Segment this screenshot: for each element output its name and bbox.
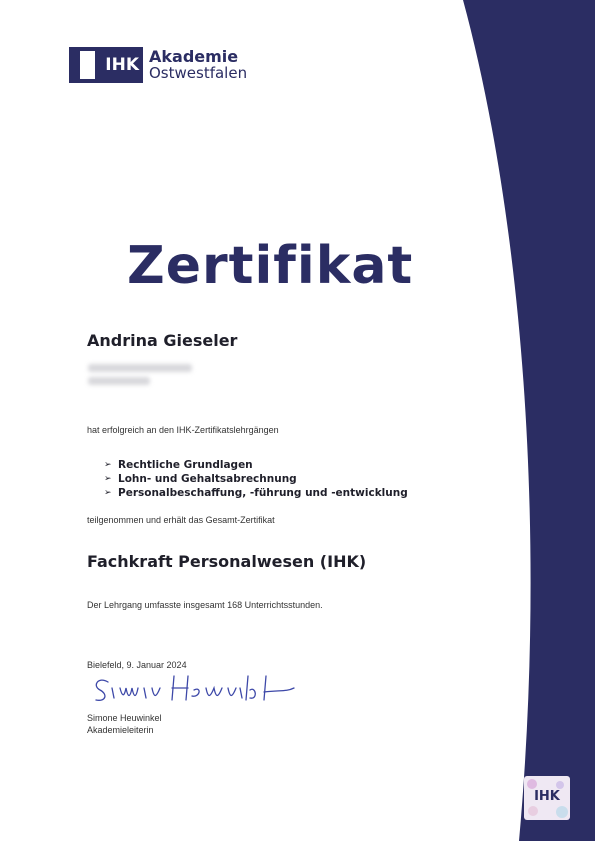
logo-text <box>149 48 247 82</box>
arrow-bullet-icon: ➢ <box>104 488 112 498</box>
signatory-role: Akademieleiterin <box>87 725 154 735</box>
logo-box-text: IHK <box>105 55 139 75</box>
list-item <box>104 486 408 500</box>
ihk-akademie-logo <box>69 47 247 83</box>
arrow-bullet-icon: ➢ <box>104 474 112 484</box>
arrow-bullet-icon: ➢ <box>104 460 112 470</box>
list-item <box>104 472 408 486</box>
logo-line1: Akademie <box>149 47 239 66</box>
handwritten-signature <box>90 672 300 708</box>
intro-text: hat erfolgreich an den IHK-Zertifikatslehrgängen <box>87 425 279 435</box>
recipient-name: Andrina Gieseler <box>87 331 238 350</box>
redacted-address-line-2 <box>88 377 150 385</box>
certificate-title: Zertifikat <box>127 236 414 296</box>
logo-line2: Ostwestfalen <box>149 64 248 82</box>
place-date: Bielefeld, 9. Januar 2024 <box>87 660 187 670</box>
redacted-address-line-1 <box>88 364 192 372</box>
logo-box <box>69 47 143 83</box>
course-label: Personalbeschaffung, -führung und -entwicklung <box>118 487 408 499</box>
course-label: Rechtliche Grundlagen <box>118 459 253 471</box>
hours-text: Der Lehrgang umfasste insgesamt 168 Unterrichtsstunden. <box>87 600 323 610</box>
outro-text: teilgenommen und erhält das Gesamt-Zertifikat <box>87 515 275 525</box>
ihk-hologram-seal <box>524 776 570 820</box>
signatory-name: Simone Heuwinkel <box>87 713 162 723</box>
course-list <box>104 458 408 500</box>
list-item <box>104 458 408 472</box>
seal-text: IHK <box>534 789 560 804</box>
course-label: Lohn- und Gehaltsabrechnung <box>118 473 297 485</box>
qualification-title: Fachkraft Personalwesen (IHK) <box>87 552 367 571</box>
